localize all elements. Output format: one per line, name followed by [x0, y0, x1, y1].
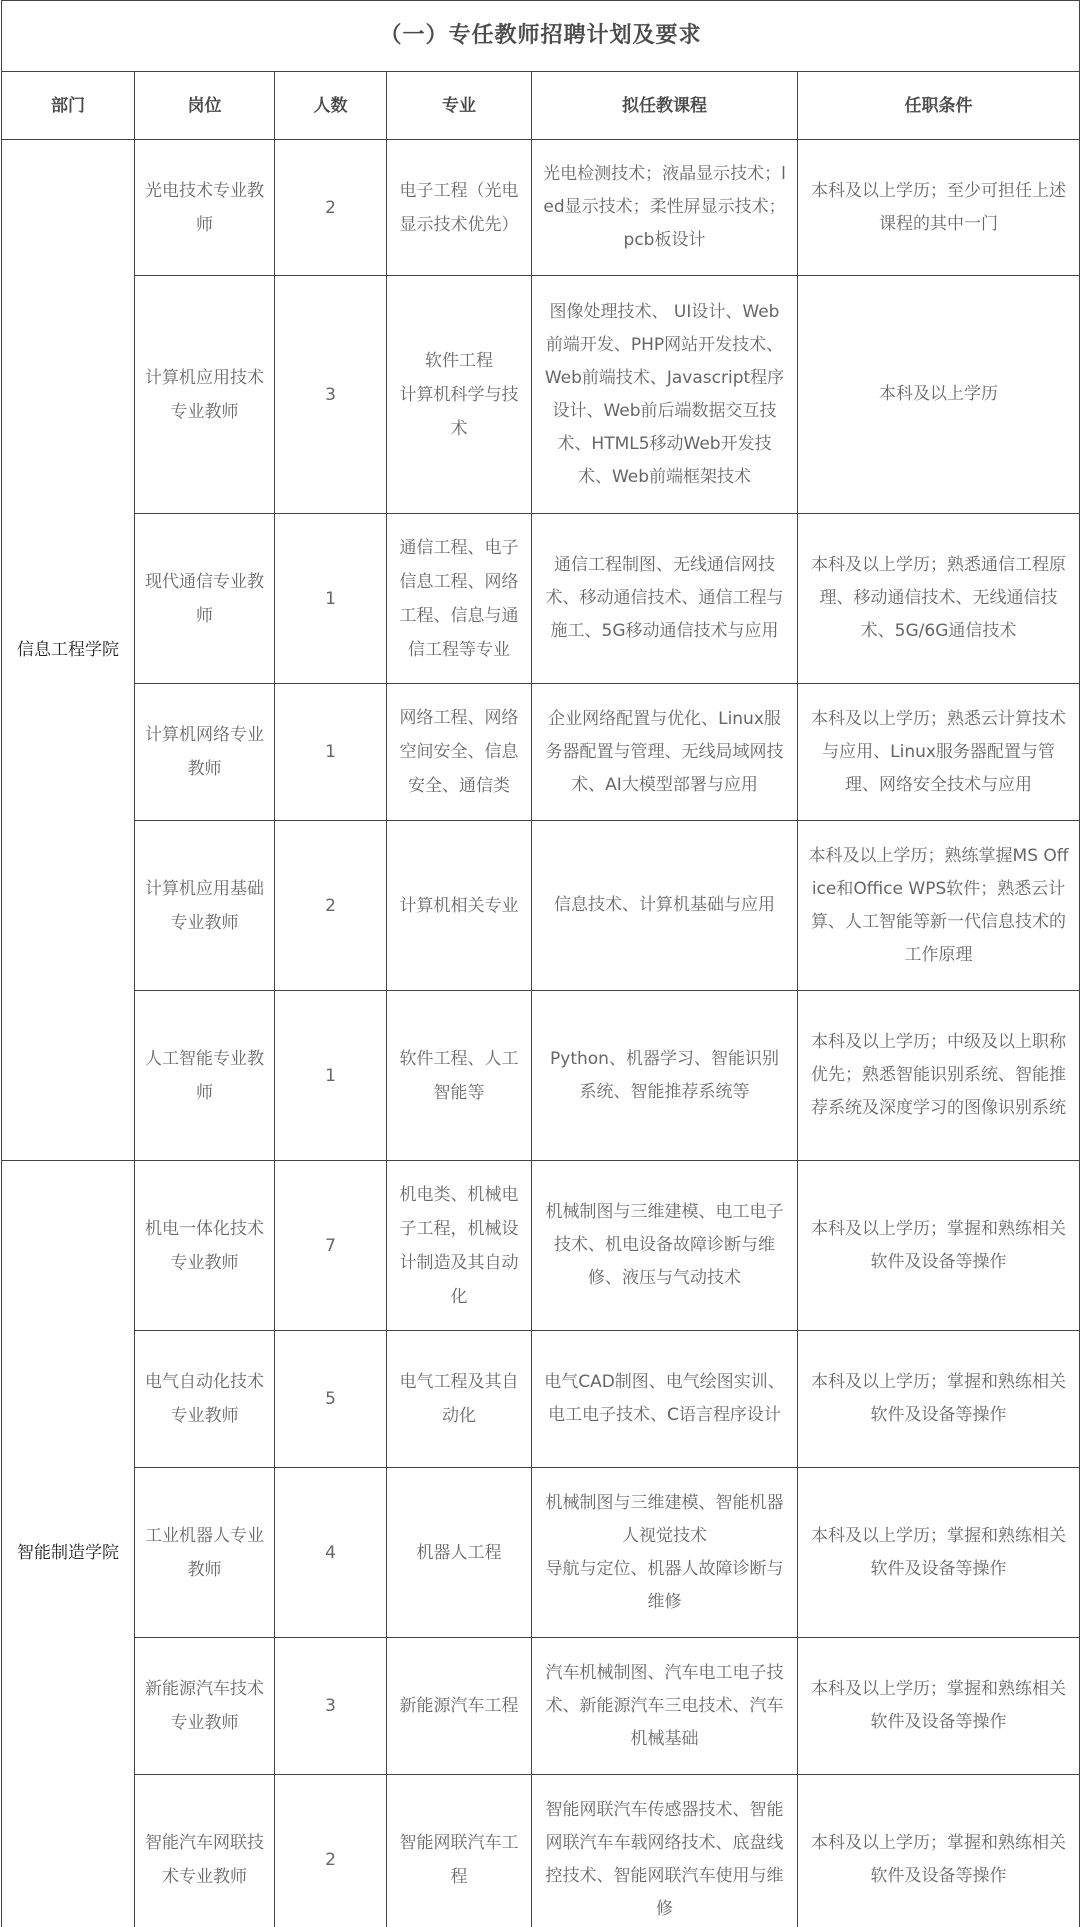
table-row	[2, 1331, 1080, 1468]
table-row	[2, 1468, 1080, 1638]
courses-cell: Python、机器学习、智能识别系统、智能推荐系统等	[532, 991, 798, 1161]
courses-cell: 机械制图与三维建模、智能机器人视觉技术 导航与定位、机器人故障诊断与维修	[532, 1468, 798, 1638]
major-cell: 软件工程 计算机科学与技术	[387, 276, 532, 514]
table-row	[2, 1775, 1080, 1927]
count-cell: 2	[275, 140, 387, 276]
table-row	[2, 821, 1080, 991]
table-row	[2, 1161, 1080, 1331]
department-cell: 智能制造学院	[2, 1161, 135, 1927]
position-cell: 智能汽车网联技术专业教师	[135, 1775, 275, 1927]
courses-cell: 汽车机械制图、汽车电工电子技术、新能源汽车三电技术、汽车机械基础	[532, 1638, 798, 1775]
count-cell: 1	[275, 684, 387, 821]
requirements-cell: 本科及以上学历；熟悉云计算技术与应用、Linux服务器配置与管理、网络安全技术与应用	[798, 684, 1080, 821]
count-cell: 3	[275, 276, 387, 514]
major-cell: 网络工程、网络空间安全、信息安全、通信类	[387, 684, 532, 821]
count-cell: 4	[275, 1468, 387, 1638]
count-cell: 3	[275, 1638, 387, 1775]
requirements-cell: 本科及以上学历	[798, 276, 1080, 514]
position-cell: 现代通信专业教师	[135, 514, 275, 684]
requirements-cell: 本科及以上学历；熟悉通信工程原理、移动通信技术、无线通信技术、5G/6G通信技术	[798, 514, 1080, 684]
table-row	[2, 276, 1080, 514]
count-cell: 7	[275, 1161, 387, 1331]
position-cell: 光电技术专业教师	[135, 140, 275, 276]
header-count: 人数	[275, 72, 387, 140]
requirements-cell: 本科及以上学历；中级及以上职称优先；熟悉智能识别系统、智能推荐系统及深度学习的图像识别系统	[798, 991, 1080, 1161]
requirements-cell: 本科及以上学历；熟练掌握MS Office和Office WPS软件；熟悉云计算、人工智能等新一代信息技术的工作原理	[798, 821, 1080, 991]
position-cell: 工业机器人专业教师	[135, 1468, 275, 1638]
table-row	[2, 1638, 1080, 1775]
title-row	[2, 1, 1080, 72]
courses-cell: 电气CAD制图、电气绘图实训、电工电子技术、C语言程序设计	[532, 1331, 798, 1468]
requirements-cell: 本科及以上学历；掌握和熟练相关软件及设备等操作	[798, 1331, 1080, 1468]
table-row	[2, 991, 1080, 1161]
count-cell: 2	[275, 1775, 387, 1927]
requirements-cell: 本科及以上学历；掌握和熟练相关软件及设备等操作	[798, 1468, 1080, 1638]
count-cell: 2	[275, 821, 387, 991]
courses-cell: 通信工程制图、无线通信网技术、移动通信技术、通信工程与施工、5G移动通信技术与应用	[532, 514, 798, 684]
major-cell: 新能源汽车工程	[387, 1638, 532, 1775]
table-row	[2, 140, 1080, 276]
count-cell: 1	[275, 991, 387, 1161]
major-cell: 电气工程及其自动化	[387, 1331, 532, 1468]
courses-cell: 智能网联汽车传感器技术、智能网联汽车车载网络技术、底盘线控技术、智能网联汽车使用与维修	[532, 1775, 798, 1927]
header-position: 岗位	[135, 72, 275, 140]
count-cell: 5	[275, 1331, 387, 1468]
header-major: 专业	[387, 72, 532, 140]
requirements-cell: 本科及以上学历；掌握和熟练相关软件及设备等操作	[798, 1638, 1080, 1775]
major-cell: 智能网联汽车工程	[387, 1775, 532, 1927]
major-cell: 软件工程、人工智能等	[387, 991, 532, 1161]
table-row	[2, 684, 1080, 821]
courses-cell: 机械制图与三维建模、电工电子技术、机电设备故障诊断与维修、液压与气动技术	[532, 1161, 798, 1331]
courses-cell: 光电检测技术；液晶显示技术；led显示技术；柔性屏显示技术；pcb板设计	[532, 140, 798, 276]
major-cell: 机器人工程	[387, 1468, 532, 1638]
requirements-cell: 本科及以上学历；至少可担任上述课程的其中一门	[798, 140, 1080, 276]
major-cell: 计算机相关专业	[387, 821, 532, 991]
position-cell: 机电一体化技术专业教师	[135, 1161, 275, 1331]
position-cell: 人工智能专业教师	[135, 991, 275, 1161]
table-title: （一）专任教师招聘计划及要求	[2, 1, 1080, 72]
courses-cell: 信息技术、计算机基础与应用	[532, 821, 798, 991]
header-dept: 部门	[2, 72, 135, 140]
requirements-cell: 本科及以上学历；掌握和熟练相关软件及设备等操作	[798, 1161, 1080, 1331]
major-cell: 电子工程（光电显示技术优先）	[387, 140, 532, 276]
position-cell: 计算机网络专业教师	[135, 684, 275, 821]
department-cell: 信息工程学院	[2, 140, 135, 1161]
header-requirements: 任职条件	[798, 72, 1080, 140]
position-cell: 计算机应用基础专业教师	[135, 821, 275, 991]
count-cell: 1	[275, 514, 387, 684]
courses-cell: 企业网络配置与优化、Linux服务器配置与管理、无线局域网技术、AI大模型部署与应用	[532, 684, 798, 821]
position-cell: 计算机应用技术专业教师	[135, 276, 275, 514]
courses-cell: 图像处理技术、 UI设计、Web前端开发、PHP网站开发技术、Web前端技术、Javascript程序设计、Web前后端数据交互技术、HTML5移动Web开发技术、Web前端框架技术	[532, 276, 798, 514]
position-cell: 新能源汽车技术专业教师	[135, 1638, 275, 1775]
requirements-cell: 本科及以上学历；掌握和熟练相关软件及设备等操作	[798, 1775, 1080, 1927]
major-cell: 机电类、机械电子工程，机械设计制造及其自动化	[387, 1161, 532, 1331]
header-courses: 拟任教课程	[532, 72, 798, 140]
header-row	[2, 72, 1080, 140]
major-cell: 通信工程、电子信息工程、网络工程、信息与通信工程等专业	[387, 514, 532, 684]
recruitment-table	[1, 0, 1080, 1927]
table-row	[2, 514, 1080, 684]
position-cell: 电气自动化技术专业教师	[135, 1331, 275, 1468]
